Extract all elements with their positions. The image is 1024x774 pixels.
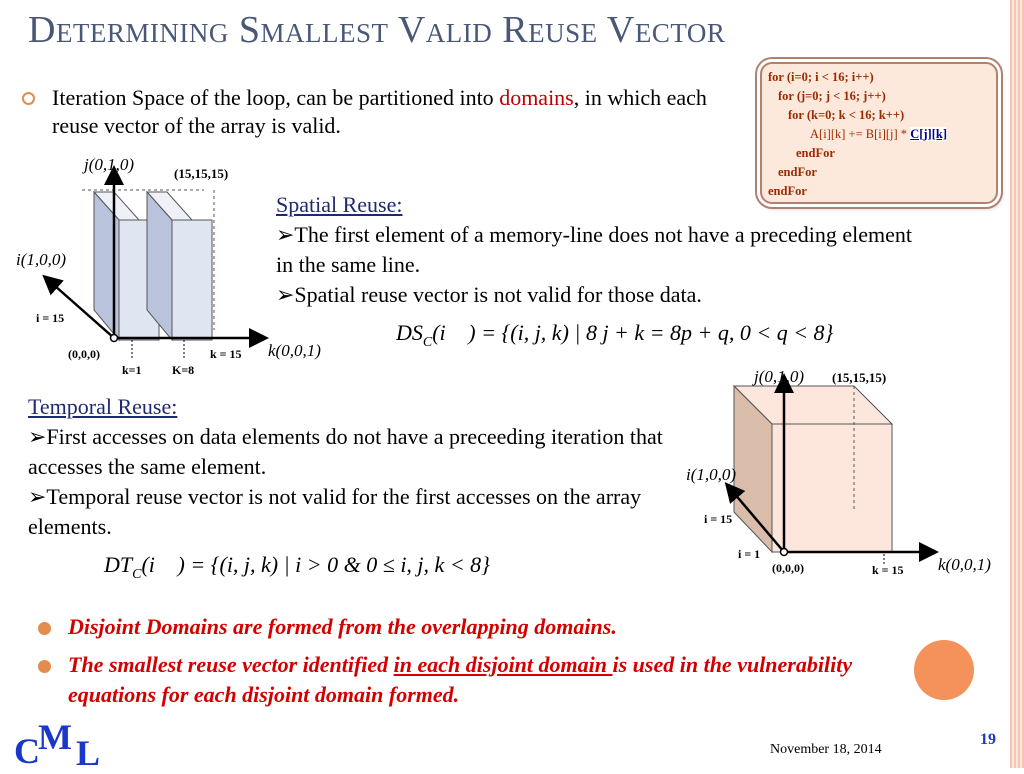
code-statement: A[i][k] += B[i][j] * — [810, 127, 911, 141]
temporal-domain-diagram — [684, 362, 1014, 587]
k15-label: k = 15 — [872, 563, 904, 577]
logo-c: C — [14, 731, 40, 771]
i15-label: i = 15 — [704, 512, 733, 526]
i15-label: i = 15 — [36, 311, 65, 325]
bullet-2-text-1: The smallest reuse vector identified — [68, 652, 394, 677]
code-line-7: endFor — [768, 184, 807, 198]
footer-date: November 18, 2014 — [770, 742, 882, 757]
decorative-circle — [914, 640, 974, 700]
temporal-formula-rhs: (i⃗ ) = {(i, j, k) | i > 0 & 0 ≤ i, j, k < 8} — [141, 552, 490, 577]
spatial-formula-sub: C — [422, 335, 433, 350]
origin-label: (0,0,0) — [772, 561, 804, 575]
cube-front — [772, 424, 892, 552]
temporal-bullet-1: ➢First accesses on data elements do not have a preceeding iteration that accesses the same element. — [28, 424, 663, 479]
spatial-formula-rhs: (i⃗ ) = {(i, j, k) | 8 j + k = 8p + q, 0 < q < 8} — [432, 320, 834, 345]
intro-text-1: Iteration Space of the loop, can be partitioned into — [52, 85, 500, 110]
slide-title: Determining Smallest Valid Reuse Vector — [28, 9, 726, 51]
code-line-3: for (k=0; k < 16; k++) — [788, 108, 905, 122]
code-line-6: endFor — [778, 165, 817, 179]
temporal-formula-lhs: DT — [104, 552, 133, 577]
corner-label: (15,15,15) — [174, 166, 229, 181]
intro-paragraph — [52, 84, 742, 140]
i1-label: i = 1 — [738, 547, 761, 561]
spatial-bullet-2: ➢Spatial reuse vector is not valid for those data. — [276, 282, 702, 307]
spatial-formula-lhs: DS — [396, 320, 423, 345]
origin-point — [781, 549, 788, 556]
temporal-formula-sub: C — [132, 567, 142, 582]
code-line-4 — [768, 125, 990, 144]
intro-highlight: domains — [499, 85, 574, 110]
bullet-2-underlined: in each disjoint domain — [393, 652, 613, 677]
k8-label: K=8 — [172, 363, 195, 377]
spatial-bullets — [276, 220, 916, 310]
logo-l: L — [76, 733, 101, 773]
code-array-ref: C[j][k] — [910, 127, 947, 141]
origin-label: (0,0,0) — [68, 347, 100, 361]
temporal-bullet-2: ➢Temporal reuse vector is not valid for the first accesses on the array elements. — [28, 484, 642, 539]
j-axis-label: j(0,1,0) — [754, 367, 805, 386]
spatial-heading: Spatial Reuse: — [276, 192, 403, 217]
code-line-1: for (i=0; i < 16; i++) — [768, 70, 874, 84]
k1-label: k=1 — [122, 363, 142, 377]
bullet-disjoint-domains: Disjoint Domains are formed from the overlapping domains. — [68, 614, 617, 639]
i-axis-label: i(1,0,0) — [686, 465, 737, 484]
logo-m: M — [38, 717, 72, 757]
k15-label: k = 15 — [210, 347, 242, 361]
spatial-bullet-1: ➢The first element of a memory-line does not have a preceding element in the same line. — [276, 222, 913, 277]
temporal-bullets — [28, 422, 668, 542]
bullet-smallest-reuse — [68, 650, 908, 710]
temporal-heading: Temporal Reuse: — [28, 394, 178, 419]
slab-2-front — [172, 220, 212, 340]
origin-point — [111, 335, 118, 342]
k-axis-label: k(0,0,1) — [268, 341, 321, 360]
k-axis-label: k(0,0,1) — [938, 555, 991, 574]
code-line-2: for (j=0; j < 16; j++) — [778, 89, 886, 103]
bullet-icon — [38, 660, 51, 673]
loop-code-box — [760, 62, 998, 204]
bullet-2-text-2: is used in the vulnerability equations for each disjoint domain formed. — [68, 652, 853, 707]
j-axis-label: j(0,1,0) — [84, 155, 135, 174]
bullet-icon — [38, 622, 51, 635]
spatial-formula — [396, 320, 833, 351]
intro-text-2: , in which each reuse vector of the array is valid. — [52, 85, 707, 138]
bullet-icon — [22, 92, 35, 105]
temporal-formula — [104, 552, 490, 583]
code-line-5: endFor — [796, 146, 835, 160]
i-axis-label: i(1,0,0) — [16, 250, 67, 269]
page-number: 19 — [980, 731, 996, 748]
corner-label: (15,15,15) — [832, 370, 887, 385]
